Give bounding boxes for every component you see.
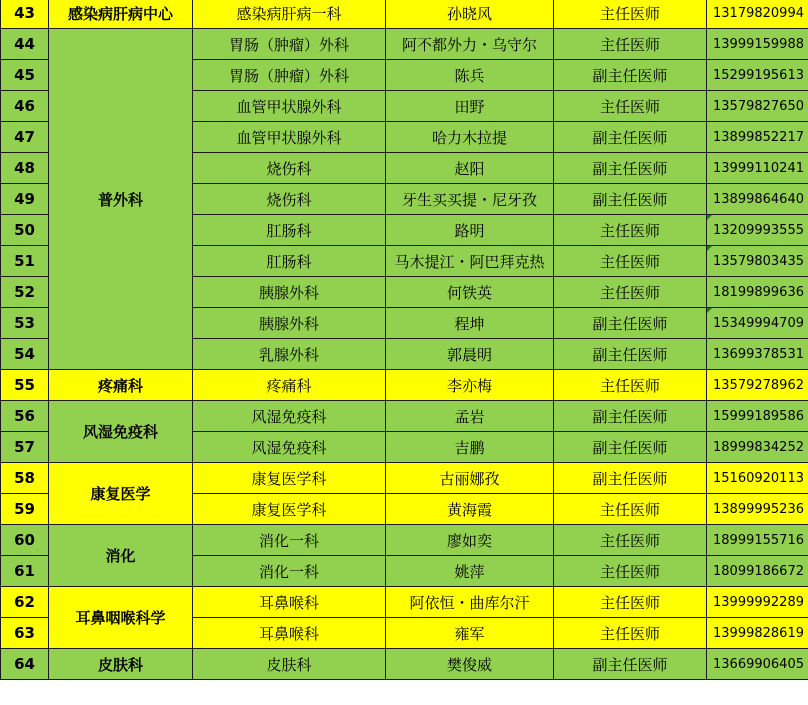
title-cell: 副主任医师 [554, 153, 707, 184]
row-number: 49 [1, 184, 49, 215]
title-cell: 主任医师 [554, 587, 707, 618]
sub-department-cell: 康复医学科 [193, 463, 386, 494]
doctor-name-cell: 哈力木拉提 [386, 122, 554, 153]
department-cell: 风湿免疫科 [49, 401, 193, 463]
row-number: 64 [1, 649, 49, 680]
doctor-name-cell: 廖如奕 [386, 525, 554, 556]
table-row [1, 401, 808, 432]
row-number: 61 [1, 556, 49, 587]
title-cell: 副主任医师 [554, 463, 707, 494]
table-row [1, 525, 808, 556]
sub-department-cell: 耳鼻喉科 [193, 618, 386, 649]
table-row [1, 29, 808, 60]
sub-department-cell: 血管甲状腺外科 [193, 91, 386, 122]
title-cell: 主任医师 [554, 215, 707, 246]
row-number: 43 [1, 0, 49, 29]
phone-cell: 13579278962 [707, 370, 808, 401]
table-row [1, 649, 808, 680]
sub-department-cell: 风湿免疫科 [193, 432, 386, 463]
sub-department-cell: 烧伤科 [193, 184, 386, 215]
row-number: 58 [1, 463, 49, 494]
doctor-name-cell: 何铁英 [386, 277, 554, 308]
sub-department-cell: 肛肠科 [193, 246, 386, 277]
phone-cell: 13899995236 [707, 494, 808, 525]
row-number: 48 [1, 153, 49, 184]
phone-cell: 13579827650 [707, 91, 808, 122]
title-cell: 主任医师 [554, 277, 707, 308]
sub-department-cell: 乳腺外科 [193, 339, 386, 370]
doctor-name-cell: 阿不都外力・乌守尔 [386, 29, 554, 60]
sub-department-cell: 疼痛科 [193, 370, 386, 401]
title-cell: 主任医师 [554, 91, 707, 122]
table-row [1, 587, 808, 618]
doctor-name-cell: 郭晨明 [386, 339, 554, 370]
title-cell: 副主任医师 [554, 432, 707, 463]
phone-cell: 13179820994 [707, 0, 808, 29]
title-cell: 主任医师 [554, 0, 707, 29]
doctor-name-cell: 孟岩 [386, 401, 554, 432]
department-cell: 皮肤科 [49, 649, 193, 680]
department-cell: 普外科 [49, 29, 193, 370]
row-number: 62 [1, 587, 49, 618]
row-number: 46 [1, 91, 49, 122]
sub-department-cell: 烧伤科 [193, 153, 386, 184]
phone-cell: 13699378531 [707, 339, 808, 370]
row-number: 51 [1, 246, 49, 277]
row-number: 60 [1, 525, 49, 556]
row-number: 52 [1, 277, 49, 308]
sub-department-cell: 康复医学科 [193, 494, 386, 525]
phone-cell: 13999828619 [707, 618, 808, 649]
department-cell: 耳鼻咽喉科学 [49, 587, 193, 649]
row-number: 44 [1, 29, 49, 60]
table-row [1, 463, 808, 494]
title-cell: 副主任医师 [554, 339, 707, 370]
sub-department-cell: 风湿免疫科 [193, 401, 386, 432]
sub-department-cell: 胃肠（肿瘤）外科 [193, 60, 386, 91]
sub-department-cell: 血管甲状腺外科 [193, 122, 386, 153]
phone-cell: 13669906405 [707, 649, 808, 680]
row-number: 59 [1, 494, 49, 525]
doctor-name-cell: 姚萍 [386, 556, 554, 587]
title-cell: 副主任医师 [554, 60, 707, 91]
title-cell: 主任医师 [554, 29, 707, 60]
phone-cell: 18999155716 [707, 525, 808, 556]
title-cell: 主任医师 [554, 525, 707, 556]
phone-cell: 18099186672 [707, 556, 808, 587]
sub-department-cell: 胰腺外科 [193, 277, 386, 308]
phone-cell: 15999189586 [707, 401, 808, 432]
row-number: 56 [1, 401, 49, 432]
table-row [1, 370, 808, 401]
phone-cell: 13999992289 [707, 587, 808, 618]
department-cell: 消化 [49, 525, 193, 587]
title-cell: 主任医师 [554, 556, 707, 587]
phone-cell: 13579803435 [707, 246, 808, 277]
title-cell: 主任医师 [554, 494, 707, 525]
doctor-name-cell: 程坤 [386, 308, 554, 339]
phone-cell: 15349994709 [707, 308, 808, 339]
sub-department-cell: 消化一科 [193, 556, 386, 587]
title-cell: 副主任医师 [554, 401, 707, 432]
sub-department-cell: 消化一科 [193, 525, 386, 556]
row-number: 45 [1, 60, 49, 91]
sub-department-cell: 胃肠（肿瘤）外科 [193, 29, 386, 60]
table-row [1, 0, 808, 29]
row-number: 50 [1, 215, 49, 246]
phone-cell: 13899852217 [707, 122, 808, 153]
row-number: 54 [1, 339, 49, 370]
doctor-name-cell: 古丽娜孜 [386, 463, 554, 494]
doctor-name-cell: 马木提江・阿巴拜克热 [386, 246, 554, 277]
title-cell: 主任医师 [554, 618, 707, 649]
doctor-name-cell: 黄海霞 [386, 494, 554, 525]
doctor-name-cell: 吉鹏 [386, 432, 554, 463]
sub-department-cell: 耳鼻喉科 [193, 587, 386, 618]
department-cell: 疼痛科 [49, 370, 193, 401]
title-cell: 副主任医师 [554, 649, 707, 680]
title-cell: 副主任医师 [554, 308, 707, 339]
row-number: 47 [1, 122, 49, 153]
title-cell: 副主任医师 [554, 184, 707, 215]
doctor-name-cell: 孙晓风 [386, 0, 554, 29]
title-cell: 主任医师 [554, 246, 707, 277]
sub-department-cell: 肛肠科 [193, 215, 386, 246]
phone-cell: 13999159988 [707, 29, 808, 60]
doctor-name-cell: 田野 [386, 91, 554, 122]
department-cell: 康复医学 [49, 463, 193, 525]
department-cell: 感染病肝病中心 [49, 0, 193, 29]
phone-cell: 15160920113 [707, 463, 808, 494]
sub-department-cell: 感染病肝病一科 [193, 0, 386, 29]
doctor-name-cell: 牙生买买提・尼牙孜 [386, 184, 554, 215]
doctor-name-cell: 赵阳 [386, 153, 554, 184]
row-number: 63 [1, 618, 49, 649]
doctor-name-cell: 李亦梅 [386, 370, 554, 401]
doctor-name-cell: 陈兵 [386, 60, 554, 91]
doctor-name-cell: 雍军 [386, 618, 554, 649]
row-number: 57 [1, 432, 49, 463]
phone-cell: 15299195613 [707, 60, 808, 91]
doctor-name-cell: 樊俊威 [386, 649, 554, 680]
phone-cell: 13999110241 [707, 153, 808, 184]
doctor-name-cell: 阿依恒・曲库尔汗 [386, 587, 554, 618]
title-cell: 主任医师 [554, 370, 707, 401]
phone-cell: 18999834252 [707, 432, 808, 463]
doctor-name-cell: 路明 [386, 215, 554, 246]
row-number: 55 [1, 370, 49, 401]
phone-cell: 13899864640 [707, 184, 808, 215]
phone-cell: 13209993555 [707, 215, 808, 246]
phone-cell: 18199899636 [707, 277, 808, 308]
row-number: 53 [1, 308, 49, 339]
sub-department-cell: 皮肤科 [193, 649, 386, 680]
title-cell: 副主任医师 [554, 122, 707, 153]
sub-department-cell: 胰腺外科 [193, 308, 386, 339]
